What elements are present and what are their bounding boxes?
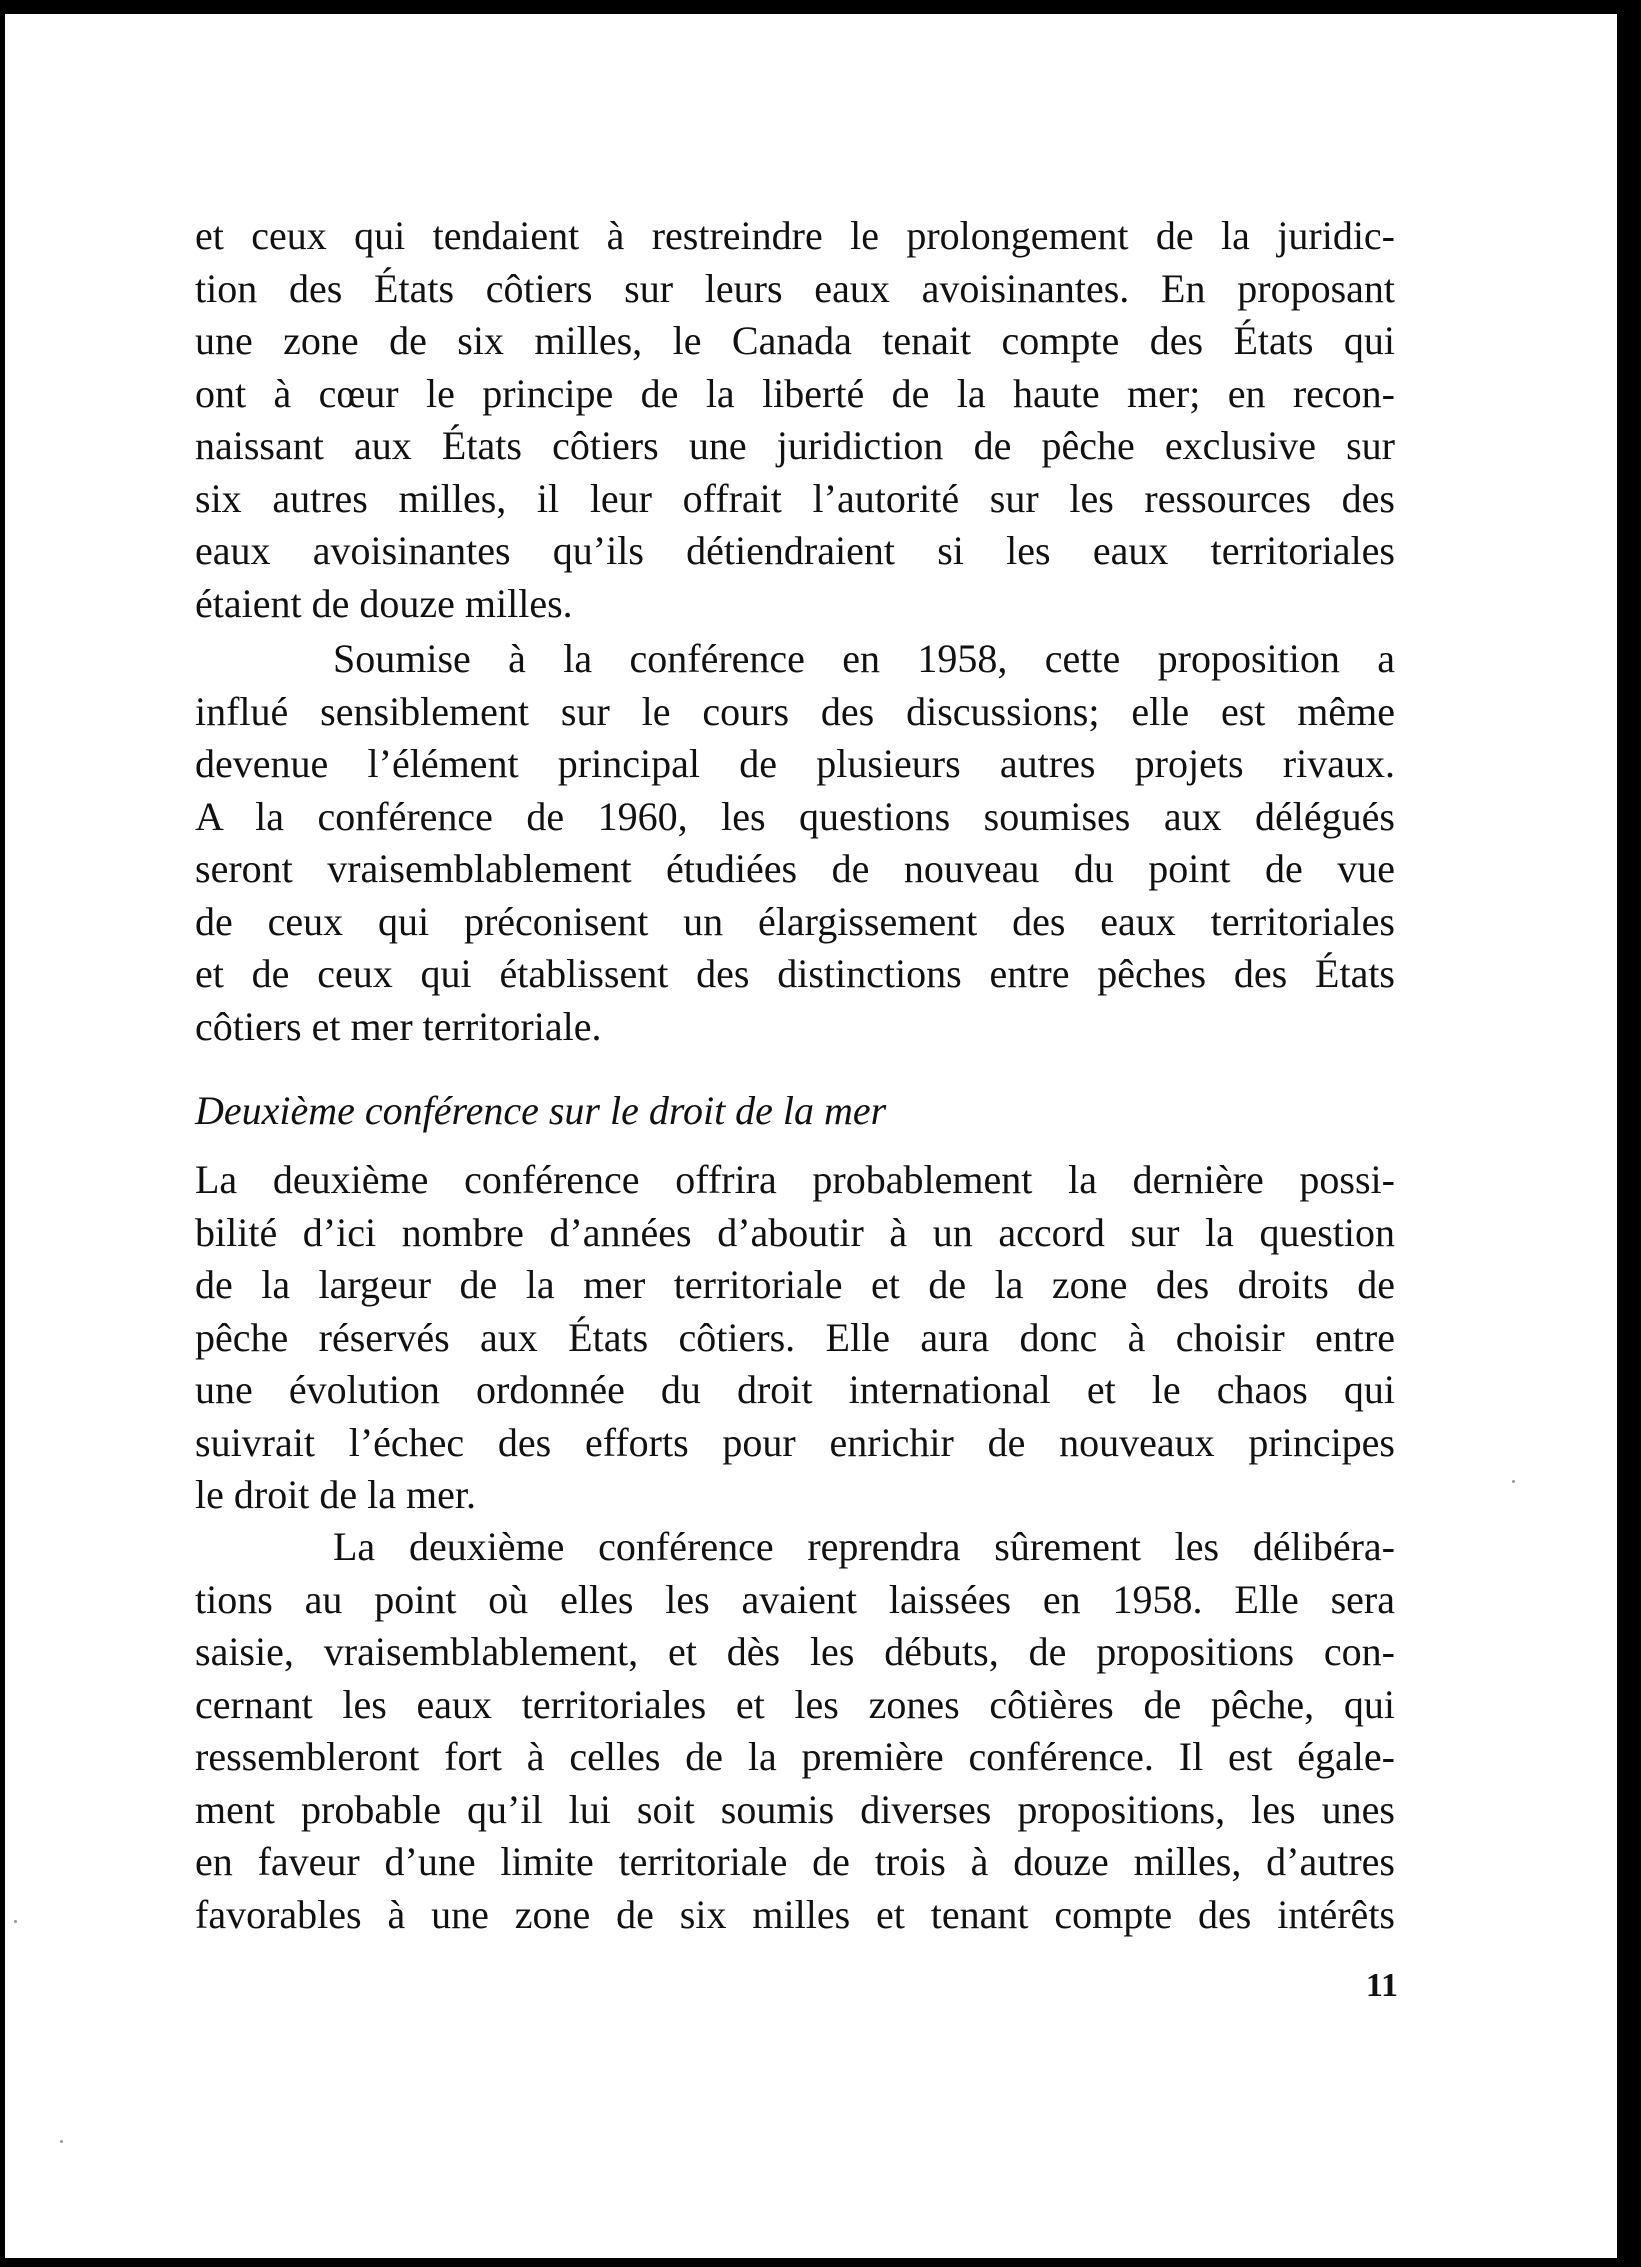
text-line: une zone de six milles, le Canada tenait compte des États qui [195,318,1395,363]
text-line: et de ceux qui établissent des distinctions entre pêches des États [195,951,1395,996]
text-line: bilité d’ici nombre d’années d’aboutir à un accord sur la question [195,1209,1395,1255]
text-line: saisie, vraisemblablement, et dès les débuts, de propositions con- [195,1629,1395,1674]
text-line: étaient de douze milles. [195,580,573,626]
text-line: seront vraisemblablement étudiées de nouveau du point de vue [195,846,1395,891]
text-line: influé sensiblement sur le cours des discussions; elle est même [195,688,1395,734]
paragraph-2 [195,633,1395,1053]
text-line: et ceux qui tendaient à restreindre le prolongement de la juridic- [195,213,1395,258]
text-line: tion des États côtiers sur leurs eaux avoisinantes. En proposant [195,265,1395,311]
text-line: naissant aux États côtiers une juridiction de pêche exclusive sur [195,423,1395,468]
text-line: eaux avoisinantes qu’ils détiendraient si les eaux territoriales [195,528,1395,573]
text-line: le droit de la mer. [195,1472,477,1517]
text-line: une évolution ordonnée du droit international et le chaos qui [195,1367,1395,1412]
scan-border-top [0,0,1641,14]
text-line: de ceux qui préconisent un élargissement des eaux territoriales [195,898,1395,944]
text-line: A la conférence de 1960, les questions soumises aux délégués [195,793,1395,839]
text-line: ment probable qu’il lui soit soumis diverses propositions, les unes [195,1786,1395,1832]
paragraph-4 [195,1521,1395,1941]
scan-border-right [1617,0,1641,2267]
text-line: La deuxième conférence offrira probablement la dernière possi- [195,1157,1395,1202]
text-line: devenue l’élément principal de plusieurs autres projets rivaux. [195,741,1395,786]
text-line: cernant les eaux territoriales et les zones côtières de pêche, qui [195,1681,1395,1727]
paragraph-1 [195,210,1395,630]
text-line: en faveur d’une limite territoriale de trois à douze milles, d’autres [195,1839,1395,1884]
text-line: côtiers et mer territoriale. [195,1003,602,1049]
text-line: La deuxième conférence reprendra sûrement les délibéra- [333,1524,1395,1569]
scan-border-left [0,0,5,2267]
text-line: six autres milles, il leur offrait l’autorité sur les ressources des [195,475,1395,521]
scan-speck [60,2140,63,2143]
text-line: favorables à une zone de six milles et tenant compte des intérêts [195,1891,1395,1937]
scan-border-bottom [0,2258,1641,2267]
text-line: pêche réservés aux États côtiers. Elle aura donc à choisir entre [195,1314,1395,1360]
page-number: 11 [1365,1967,1398,2004]
text-line: Soumise à la conférence en 1958, cette proposition a [333,636,1395,681]
scan-speck [14,1920,17,1923]
text-line: de la largeur de la mer territoriale et de la zone des droits de [195,1262,1395,1307]
text-line: tions au point où elles les avaient laissées en 1958. Elle sera [195,1576,1395,1622]
text-line: ont à cœur le principe de la liberté de la haute mer; en recon- [195,370,1395,416]
section-heading: Deuxième conférence sur le droit de la mer [195,1088,887,1133]
text-line: suivrait l’échec des efforts pour enrichir de nouveaux principes [195,1419,1395,1465]
paragraph-3 [195,1154,1395,1522]
text-line: ressembleront fort à celles de la première conférence. Il est égale- [195,1734,1395,1779]
scan-speck [1512,1480,1515,1483]
